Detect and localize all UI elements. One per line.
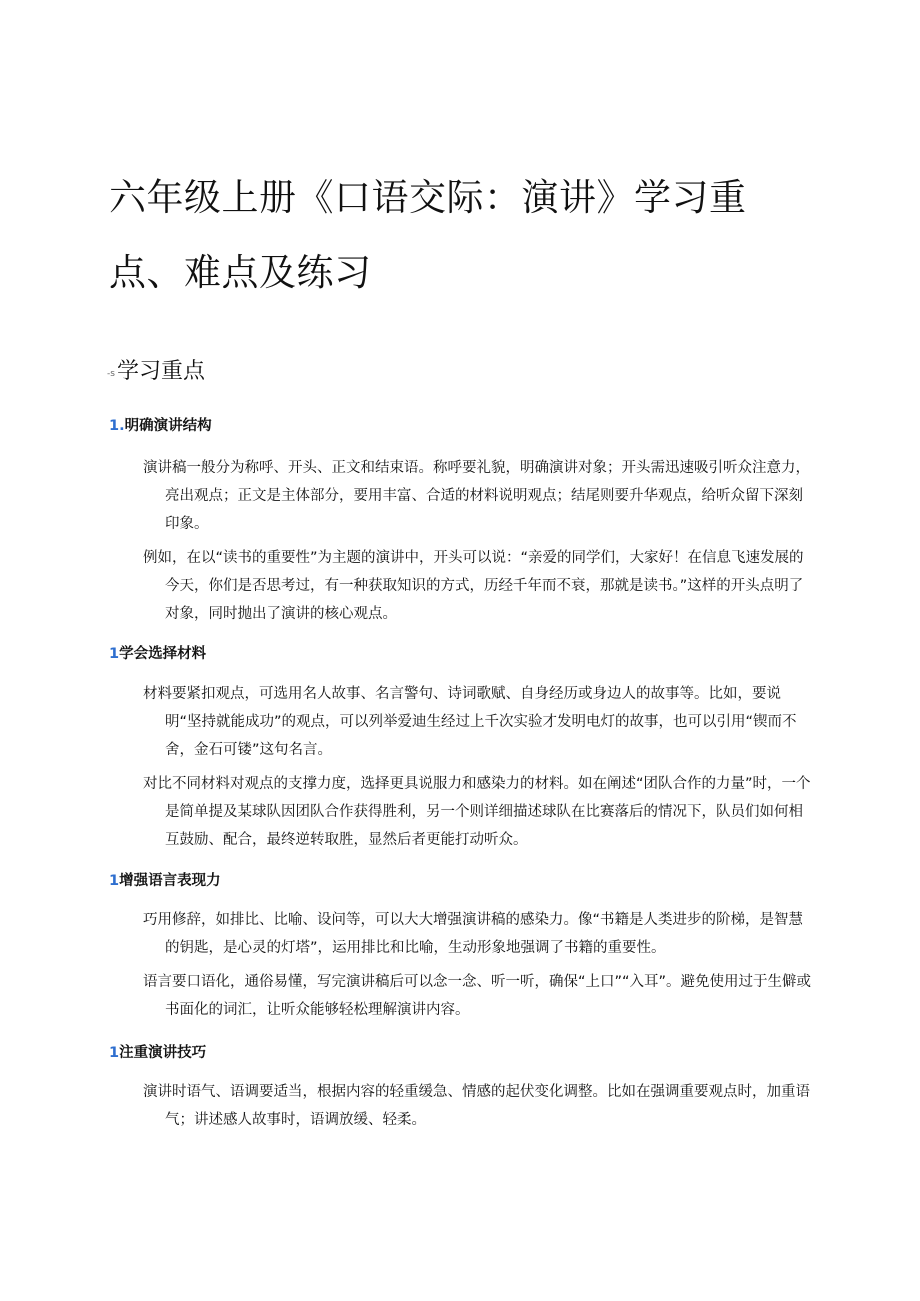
point-heading-language (109, 871, 221, 891)
paragraph: 巧用修辞，如排比、比喻、设问等，可以大大增强演讲稿的感染力。像“书籍是人类进步的阶梯，是智慧的钥匙，是心灵的灯塔”，运用排比和比喻，生动形象地强调了书籍的重要性。 (143, 912, 804, 956)
point-heading-structure (109, 416, 212, 436)
point-number: 1. (109, 418, 125, 434)
point-number: 1 (109, 873, 120, 889)
section-heading-text: 学习重点 (116, 359, 205, 384)
paragraph: 演讲时语气、语调要适当，根据内容的轻重缓急、情感的起伏变化调整。比如在强调重要观点时，加重语气；讲述感人故事时，语调放缓、轻柔。 (143, 1084, 810, 1128)
page-title: 六年级上册《口语交际：演讲》学习重点、难点及练习 (109, 176, 747, 294)
point-heading-text: 学会选择材料 (119, 646, 207, 662)
point-heading-materials (109, 644, 206, 664)
point-heading-text: 增强语言表现力 (119, 873, 221, 889)
point-heading-skills (109, 1043, 206, 1063)
paragraph: 例如，在以“读书的重要性”为主题的演讲中，开头可以说：“亲爱的同学们，大家好！在信息飞速发展的今天，你们是否思考过，有一种获取知识的方式，历经千年而不衰，那就是读书。”这样的开头点明了对象，同时抛出了演讲的核心观点。 (143, 550, 804, 622)
point-heading-text: 注重演讲技巧 (119, 1045, 207, 1061)
point-heading-text: 明确演讲结构 (124, 418, 212, 434)
section-marker: -s (107, 369, 115, 379)
paragraph: 对比不同材料对观点的支撑力度，选择更具说服力和感染力的材料。如在阐述“团队合作的力量”时，一个是简单提及某球队因团队合作获得胜利，另一个则详细描述球队在比赛落后的情况下，队员们如何相互鼓励、配合，最终逆转取胜，显然后者更能打动听众。 (143, 776, 811, 848)
point-number: 1 (109, 646, 120, 662)
section-heading (107, 356, 205, 392)
paragraph: 材料要紧扣观点，可选用名人故事、名言警句、诗词歌赋、自身经历或身边人的故事等。比如，要说明“坚持就能成功”的观点，可以列举爱迪生经过上千次实验才发明电灯的故事，也可以引用“锲而不舍，金石可镂”这句名言。 (143, 686, 797, 758)
paragraph: 语言要口语化，通俗易懂，写完演讲稿后可以念一念、听一听，确保“上口”“入耳”。避免使用过于生僻或书面化的词汇，让听众能够轻松理解演讲内容。 (143, 974, 812, 1018)
paragraph: 演讲稿一般分为称呼、开头、正文和结束语。称呼要礼貌，明确演讲对象；开头需迅速吸引听众注意力，亮出观点；正文是主体部分，要用丰富、合适的材料说明观点；结尾则要升华观点，给听众留下深刻印象。 (143, 460, 810, 532)
point-number: 1 (109, 1045, 120, 1061)
